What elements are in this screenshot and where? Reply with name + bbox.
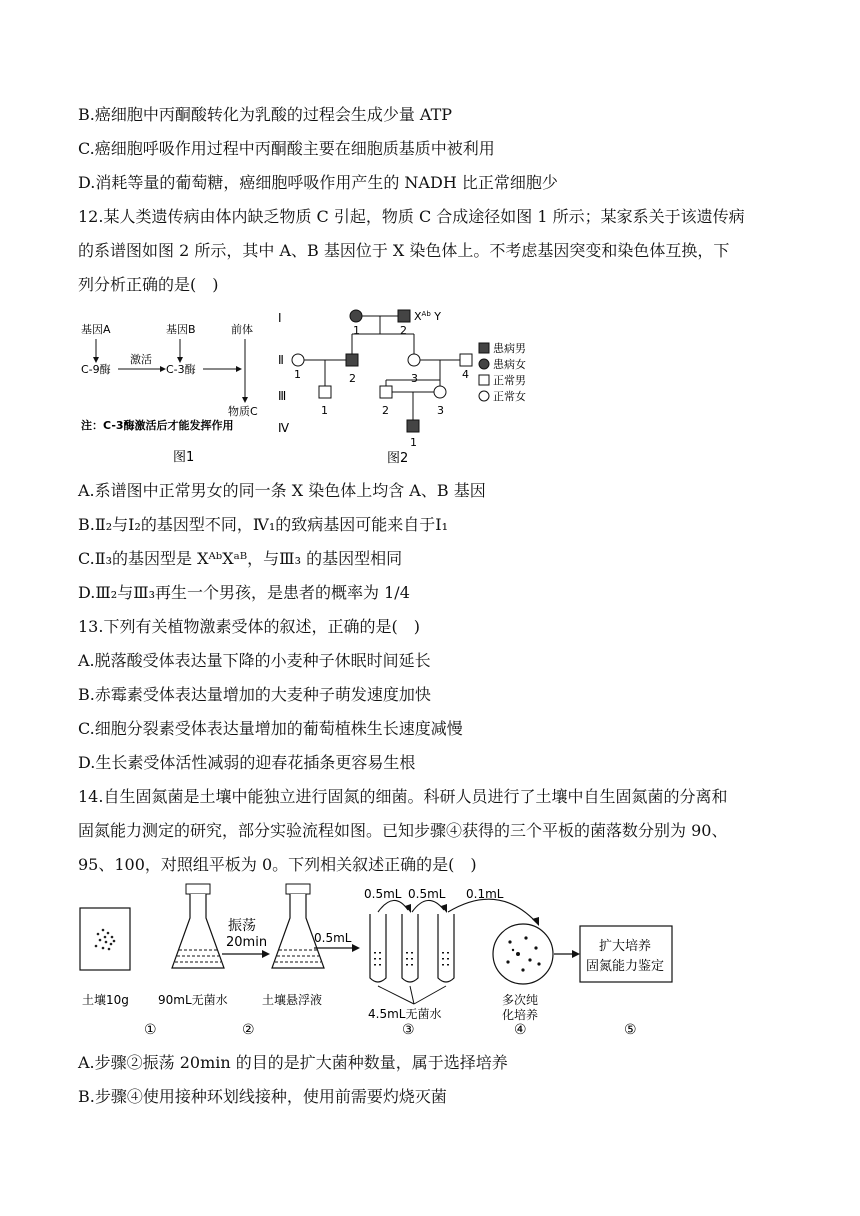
q14-stem-line2: 固氮能力测定的研究，部分实验流程如图。已知步骤④获得的三个平板的菌落数分别为 90、	[78, 821, 728, 840]
svg-text:2: 2	[382, 404, 389, 417]
q14-option-a: A.步骤②振荡 20min 的目的是扩大菌种数量，属于选择培养	[78, 1053, 508, 1072]
legend-affected-male-icon	[479, 343, 489, 353]
q11-option-c: C.癌细胞呼吸作用过程中丙酮酸主要在细胞质基质中被利用	[78, 139, 495, 158]
q13-option-d: D.生长素受体活性减弱的迎春花插条更容易生根	[78, 753, 416, 772]
purify-label-1: 多次纯	[502, 993, 539, 1007]
q11-option-b: B.癌细胞中丙酮酸转化为乳酸的过程会生成少量 ATP	[78, 105, 453, 124]
volume-05-label-c: 0.5mL	[314, 931, 352, 945]
figure1-note: 注：C-3酶激活后才能发挥作用	[81, 419, 234, 432]
nitrogen-fixation-label: 固氮能力鉴定	[586, 959, 665, 974]
step-5: ⑤	[624, 1022, 637, 1038]
petri-dish-icon	[493, 924, 553, 984]
pedigree-ii4-normal-male	[460, 354, 472, 366]
shake-label: 振荡	[228, 918, 256, 934]
q13-stem: 13.下列有关植物激素受体的叙述，正确的是( )	[78, 617, 420, 636]
volume-05-label-b: 0.5mL	[408, 887, 446, 901]
legend-normal-female: 正常女	[493, 390, 526, 403]
legend-normal-male-icon	[479, 375, 489, 385]
q13-option-b: B.赤霉素受体表达量增加的大麦种子萌发速度加快	[78, 685, 431, 704]
svg-text:1: 1	[294, 368, 301, 381]
q14-stem-line1: 14.自生固氮菌是土壤中能独立进行固氮的细菌。科研人员进行了土壤中自生固氮菌的分离和	[78, 787, 728, 806]
gen-label-iv: Ⅳ	[278, 421, 290, 435]
soil-label: 土壤10g	[82, 993, 129, 1007]
q12-option-b: B.Ⅱ₂与Ⅰ₂的基因型不同，Ⅳ₁的致病基因可能来自于Ⅰ₁	[78, 515, 449, 534]
volume-01-label: 0.1mL	[466, 887, 504, 901]
q12-option-c: C.Ⅱ₃的基因型是 XᴬᵇXᵃᴮ，与Ⅲ₃ 的基因型相同	[78, 549, 403, 568]
q12-stem-line1: 12.某人类遗传病由体内缺乏物质 C 引起，物质 C 合成途径如图 1 所示；某家系关于该遗传病	[78, 207, 745, 226]
gen-label-iii: Ⅲ	[278, 389, 287, 403]
svg-text:2: 2	[349, 372, 356, 385]
c9-enzyme-label: C-9酶	[81, 363, 111, 376]
purify-label-2: 化培养	[502, 1008, 539, 1022]
pedigree-iii1-normal-male	[319, 386, 331, 398]
dilution-tubes-icon	[370, 914, 454, 982]
pedigree-iii3-normal-female	[434, 386, 446, 398]
svg-text:3: 3	[437, 404, 444, 417]
gen-label-i: Ⅰ	[278, 311, 282, 325]
water90-label: 90mL无菌水	[158, 993, 228, 1007]
gene-a-label: 基因A	[81, 323, 111, 336]
soil-sample-box	[80, 908, 130, 970]
suspension-label: 土壤悬浮液	[262, 993, 323, 1007]
pedigree-iii2-normal-male	[380, 386, 392, 398]
expand-culture-label: 扩大培养	[599, 939, 652, 954]
water45-label: 4.5mL无菌水	[368, 1007, 442, 1021]
pedigree-i1-affected-female	[350, 310, 362, 322]
legend-normal-female-icon	[479, 391, 489, 401]
pedigree-ii2-affected-male	[346, 354, 358, 366]
q12-option-d: D.Ⅲ₂与Ⅲ₃再生一个男孩，是患者的概率为 1/4	[78, 583, 410, 602]
legend-affected-male: 患病男	[493, 342, 526, 355]
step-1: ①	[144, 1022, 157, 1038]
c3-enzyme-label: C-3酶	[166, 363, 196, 376]
precursor-label: 前体	[231, 323, 253, 336]
svg-text:1: 1	[321, 404, 328, 417]
flask-suspension-icon	[272, 884, 324, 968]
flask-water-icon	[172, 884, 224, 968]
i2-genotype: $X^{Ab}$ Y	[414, 310, 441, 323]
legend-affected-female: 患病女	[493, 358, 526, 371]
step-4: ④	[514, 1022, 527, 1038]
gen-label-ii: Ⅱ	[278, 353, 284, 367]
figure1-pathway	[78, 305, 278, 465]
legend-normal-male: 正常男	[493, 374, 526, 387]
volume-05-label-a: 0.5mL	[364, 887, 402, 901]
svg-text:1: 1	[410, 436, 417, 449]
pedigree-ii1-normal-female	[292, 354, 304, 366]
q12-stem-line3: 列分析正确的是( )	[78, 275, 219, 294]
svg-text:4: 4	[462, 368, 469, 381]
pedigree-i2-affected-male	[398, 310, 410, 322]
pedigree-iv1-affected-male	[407, 420, 419, 432]
q12-option-a: A.系谱图中正常男女的同一条 X 染色体上均含 A、B 基因	[78, 481, 486, 500]
gene-b-label: 基因B	[166, 323, 196, 336]
q14-experiment-flow	[78, 882, 718, 1042]
svg-text:2: 2	[400, 324, 407, 337]
figure1-caption: 图1	[173, 450, 195, 465]
figure2-pedigree	[272, 300, 542, 465]
activate-label: 激活	[130, 353, 152, 366]
q11-option-d: D.消耗等量的葡萄糖，癌细胞呼吸作用产生的 NADH 比正常细胞少	[78, 173, 558, 192]
svg-text:1: 1	[353, 324, 360, 337]
svg-text:3: 3	[411, 372, 418, 385]
q13-option-c: C.细胞分裂素受体表达量增加的葡萄植株生长速度减慢	[78, 719, 463, 738]
figure2-caption: 图2	[387, 451, 409, 465]
shake-time-label: 20min	[226, 935, 268, 950]
q14-stem-line3: 95、100，对照组平板为 0。下列相关叙述正确的是( )	[78, 855, 477, 874]
q14-option-b: B.步骤④使用接种环划线接种，使用前需要灼烧灭菌	[78, 1087, 447, 1106]
q12-stem-line2: 的系谱图如图 2 所示，其中 A、B 基因位于 X 染色体上。不考虑基因突变和染色体互换，下	[78, 241, 730, 260]
legend-affected-female-icon	[479, 359, 489, 369]
substance-c-label: 物质C	[228, 405, 258, 418]
pedigree-ii3-normal-female	[408, 354, 420, 366]
step-2: ②	[242, 1022, 255, 1038]
step-3: ③	[402, 1022, 415, 1038]
q13-option-a: A.脱落酸受体表达量下降的小麦种子休眠时间延长	[78, 651, 431, 670]
